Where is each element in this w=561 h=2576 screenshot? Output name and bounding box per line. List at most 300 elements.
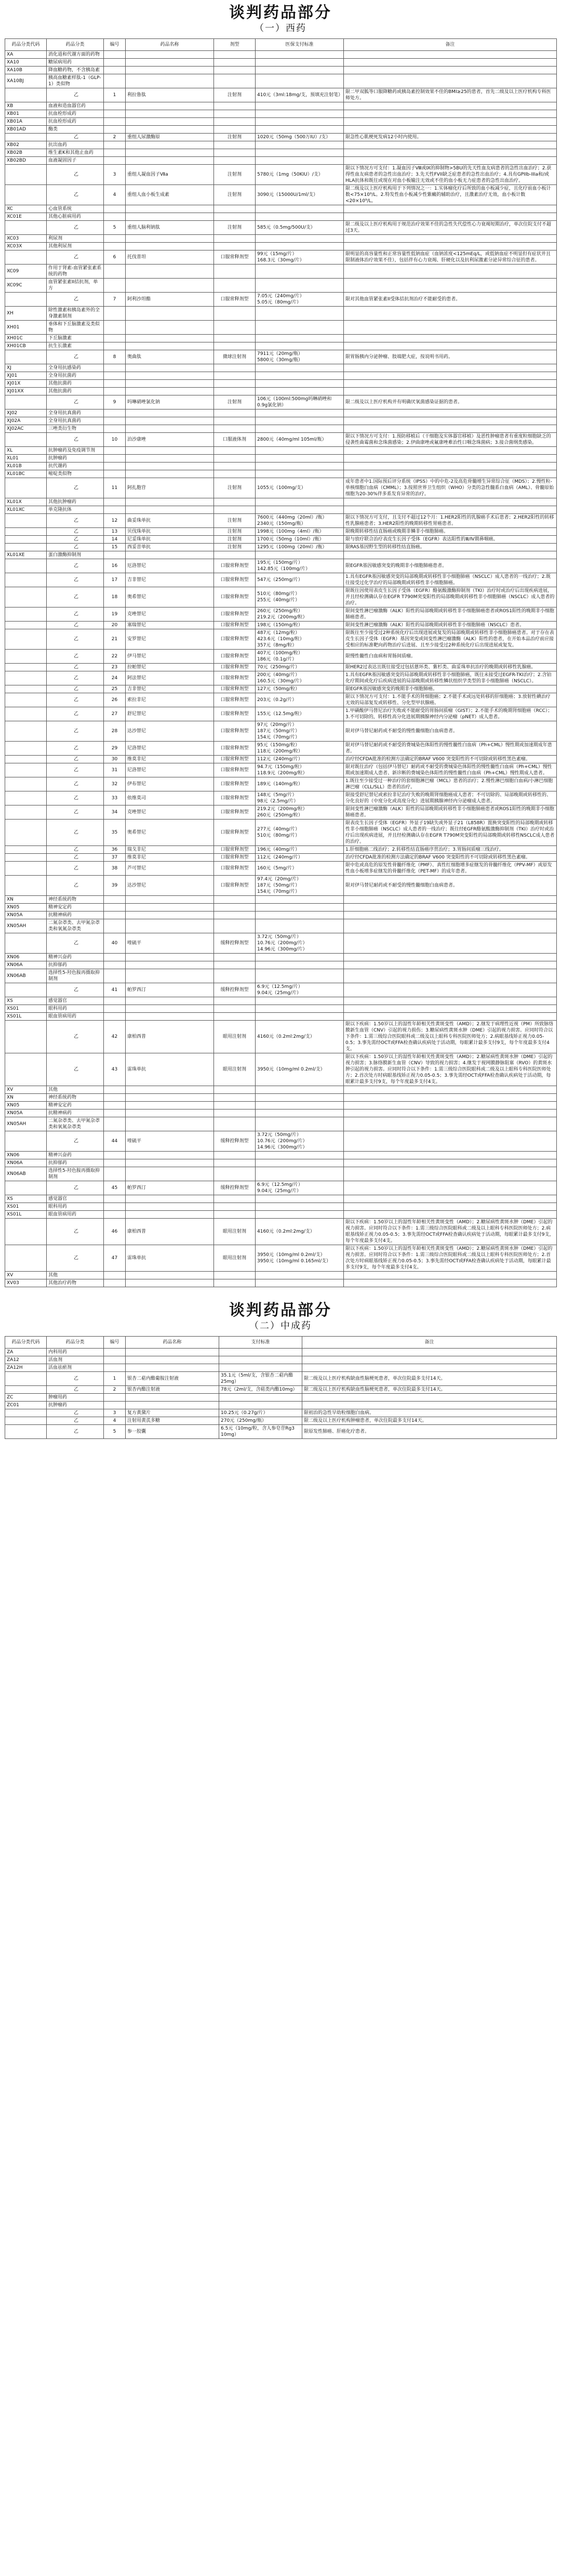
cell-code: ZA	[5, 1349, 47, 1356]
cell-cls: 维生素K和其他止血药	[47, 149, 104, 157]
cell-no: 21	[104, 629, 126, 650]
cell-name	[126, 372, 214, 380]
cell-price	[256, 342, 344, 350]
cell-note: 限既往至少接受过2种系统化疗后出现进展或复发的局部晚期或转移性非小细胞肺癌患者。对于存在表皮生长因子受体（EGFR）基因突变或间变性淋巴瘤激酶（ALK）阳性的患者，在开始本品治疗前应接受相应的标准靶向药物治疗后进展、且至少接受过2种系统化疗后出现进展或复发。	[344, 629, 557, 650]
cell-note: 1.具有EGFR基因敏感突变的局部晚期或转移性非小细胞肺癌，既往未接受过EGFR-TKI治疗；2.含铂化疗期间或化疗后疾病进展的局部晚期或转移性鳞状组织学类型的非小细胞肺癌（NSCLC）。	[344, 671, 557, 685]
drug-row	[5, 514, 557, 528]
drug-row	[5, 650, 557, 664]
cell-price	[256, 417, 344, 425]
cell-note	[344, 126, 557, 134]
category-row	[5, 1394, 557, 1402]
cell-code	[5, 756, 47, 763]
drug-row	[5, 846, 557, 854]
cell-form	[214, 1167, 256, 1181]
cell-cls: 抗抑郁药	[47, 961, 104, 969]
cell-cls: 全身用抗菌药	[47, 372, 104, 380]
drug-row	[5, 1245, 557, 1272]
cell-no	[104, 896, 126, 904]
cell-note	[344, 1203, 557, 1211]
cell-price: 196元（40mg/片）	[256, 846, 344, 854]
cell-name: 瑞戈非尼	[126, 846, 214, 854]
cell-code: XN05AH	[5, 1117, 47, 1131]
cell-no: 45	[104, 1181, 126, 1195]
cell-form	[214, 364, 256, 372]
cell-no	[104, 417, 126, 425]
header-price: 支付标准	[219, 1337, 302, 1349]
cell-price: 270元（250mg/瓶）	[219, 1417, 302, 1425]
cell-cls: 三唑类衍生物	[47, 425, 104, 433]
cell-code: XH	[5, 307, 47, 321]
cell-no	[104, 498, 126, 506]
cell-price: 1020元（50mg（500万IU）/支）	[256, 134, 344, 141]
cell-no	[104, 1109, 126, 1117]
cell-form: 口服常释剂型	[214, 756, 256, 763]
cell-name	[126, 388, 214, 395]
cell-no: 17	[104, 573, 126, 587]
cell-form	[214, 342, 256, 350]
cell-name	[126, 364, 214, 372]
cell-code	[5, 433, 47, 447]
cell-no: 13	[104, 528, 126, 536]
cell-code: XN06A	[5, 961, 47, 969]
cell-form	[214, 243, 256, 250]
cell-name	[126, 1086, 214, 1094]
drug-row	[5, 1409, 557, 1417]
cell-note: 限以下情况方可支付：1.预防移植后（干细胞及实体器官移植）及恶性肿瘤患者有重度粒细胞缺乏的侵袭性曲霉菌和念珠菌感染；2.伊曲康唑或氟康唑难治性口咽念珠菌病；3.接合菌纲类感染。	[344, 433, 557, 447]
cell-name: 康柏西普	[126, 1021, 214, 1053]
cell-name	[126, 455, 214, 463]
cell-code: XB01A	[5, 118, 47, 126]
cell-code: XJ02	[5, 409, 47, 417]
cell-note: 限间变性淋巴瘤激酶（ALK）阳性的局部晚期或转移性非小细胞肺癌患者或ROS1阳性的晚期非小细胞肺癌患者。	[344, 607, 557, 622]
cell-name	[126, 205, 214, 213]
cell-note	[344, 1086, 557, 1094]
cell-name	[126, 1356, 219, 1364]
cell-no	[104, 279, 126, 293]
cell-price	[256, 904, 344, 911]
cell-form	[214, 205, 256, 213]
part1-subtitle: （一）西药	[255, 23, 306, 34]
cell-name: 泊沙康唑	[126, 433, 214, 447]
cell-name: 阿利沙坦酯	[126, 293, 214, 307]
cell-no	[104, 1394, 126, 1402]
cell-form	[214, 409, 256, 417]
cell-form: 口服常释剂型	[214, 693, 256, 707]
cell-code: XL01B	[5, 463, 47, 470]
category-row	[5, 409, 557, 417]
cell-price	[256, 74, 344, 88]
cell-note: 限以下疾病：1.50岁以上的湿性年龄相关性黄斑变性（AMD）；2.糖尿病性黄斑水肿（DME）引起的视力损害。应同时符合以下条件：1.需三级综合医院眼科或二级及以上眼科专科医院医师处方；2.首次处方时病眼基线矫正视力0.05-0.5；3.事先需经OCT或FFA检查确认疾病处于活动期，每眼累计最多支付9支，每个年度最多支付4支。	[344, 1245, 557, 1272]
cell-no	[104, 997, 126, 1005]
cell-name	[126, 1211, 214, 1219]
cell-cls: 乙	[47, 846, 104, 854]
cell-price	[256, 551, 344, 559]
cell-name	[126, 1364, 219, 1372]
cell-code	[5, 1386, 47, 1394]
drug-row	[5, 433, 557, 447]
cell-code	[5, 293, 47, 307]
cell-code	[5, 777, 47, 791]
cell-name	[126, 1394, 219, 1402]
cell-code	[5, 573, 47, 587]
cell-name: 康柏西普	[126, 1219, 214, 1245]
cell-no: 34	[104, 805, 126, 820]
cell-cls: 抗生长激素	[47, 342, 104, 350]
cell-price: 70元（250mg/片）	[256, 664, 344, 671]
cell-cls: 乙	[47, 528, 104, 536]
cell-name	[126, 59, 214, 67]
cell-code	[5, 622, 47, 629]
cell-note	[344, 205, 557, 213]
cell-price: 10.25元（0.27g/片）	[219, 1409, 302, 1417]
cell-note	[344, 67, 557, 74]
cell-note	[344, 265, 557, 279]
cell-cls: 抗出血药	[47, 141, 104, 149]
cell-note: 1.甲磺酸伊马替尼治疗失败或不能耐受的胃肠间质瘤（GIST）；2.不能手术的晚期肾细胞癌（RCC）；3.不可切除的，转移性高分化进展期胰腺神经内分泌瘤（pNET）成人患者。	[344, 707, 557, 721]
cell-name	[126, 243, 214, 250]
cell-code: XV	[5, 1086, 47, 1094]
cell-note: 治疗经CFDA批准的检测方法确定的BRAF V600 突变阳性的不可切除或转移性黑色素瘤。	[344, 854, 557, 862]
cell-price	[256, 961, 344, 969]
category-row	[5, 1159, 557, 1167]
cell-price: 3950元（10mg/ml 0.2ml/支） 3950元（10mg/ml 0.165ml/支）	[256, 1245, 344, 1272]
cell-name: 托伐普坦	[126, 250, 214, 265]
drug-row	[5, 629, 557, 650]
cell-cls: 精神安定药	[47, 1102, 104, 1109]
cell-form	[214, 102, 256, 110]
category-row	[5, 1364, 557, 1372]
cell-note	[344, 983, 557, 997]
cell-note	[344, 1102, 557, 1109]
cell-no	[104, 335, 126, 342]
cell-name: 奥希替尼	[126, 587, 214, 607]
cell-note	[344, 364, 557, 372]
cell-note	[344, 141, 557, 149]
cell-price	[256, 1195, 344, 1203]
cell-form: 口服常释剂型	[214, 685, 256, 693]
cell-no: 6	[104, 250, 126, 265]
cell-cls: 乙	[47, 544, 104, 551]
cell-cls: 其他	[47, 1086, 104, 1094]
cell-note	[344, 243, 557, 250]
cell-code	[5, 707, 47, 721]
cell-note	[344, 969, 557, 983]
cell-form: 口服常释剂型	[214, 250, 256, 265]
cell-no	[104, 1167, 126, 1181]
drug-row	[5, 559, 557, 573]
category-row	[5, 455, 557, 463]
cell-code	[5, 1245, 47, 1272]
cell-form	[214, 51, 256, 59]
cell-no: 30	[104, 756, 126, 763]
cell-form: 口服常释剂型	[214, 820, 256, 846]
cell-code	[5, 685, 47, 693]
cell-note	[344, 470, 557, 478]
cell-code: XL01	[5, 455, 47, 463]
cell-cls: 乙	[47, 876, 104, 896]
cell-form	[214, 911, 256, 919]
cell-form	[214, 1109, 256, 1117]
cell-no	[104, 157, 126, 165]
cell-form: 口服常释剂型	[214, 707, 256, 721]
cell-cls: 利尿剂	[47, 235, 104, 243]
cell-code	[5, 514, 47, 528]
header-code: 药品分类代码	[5, 39, 47, 51]
cell-name	[126, 380, 214, 388]
cell-cls: 乙	[47, 1425, 104, 1439]
table-body	[5, 1349, 557, 1439]
cell-code: XC01E	[5, 213, 47, 221]
category-row	[5, 372, 557, 380]
table-header-row	[5, 39, 557, 51]
cell-form	[214, 1272, 256, 1279]
category-row	[5, 919, 557, 933]
cell-cls: 其他心脏病用药	[47, 213, 104, 221]
cell-cls: 乙	[47, 250, 104, 265]
cell-code: XN05	[5, 1102, 47, 1109]
cell-cls: 乙	[47, 933, 104, 954]
drug-row	[5, 165, 557, 185]
cell-form: 口服常释剂型	[214, 763, 256, 777]
cell-cls: 乙	[47, 293, 104, 307]
cell-note: 限慢性髓性白血病和胃肠间质瘤。	[344, 650, 557, 664]
cell-cls: 全身用抗真菌药	[47, 417, 104, 425]
drug-row	[5, 742, 557, 756]
cell-cls: 乙	[47, 1386, 104, 1394]
category-row	[5, 1272, 557, 1279]
drug-row	[5, 528, 557, 536]
cell-code: XB02	[5, 141, 47, 149]
cell-code: XH01CB	[5, 342, 47, 350]
cell-note: 限明显的高容量性和正常容量性低钠血症（血钠浓度<125mEq/L，或低钠血症不明显但有症状并且限制液体治疗效果不佳），包括伴有心力衰竭、肝硬化以及抗利尿激素分泌异常综合征的患者。	[344, 250, 557, 265]
cell-form	[214, 1159, 256, 1167]
cell-no	[104, 969, 126, 983]
cell-cls: 酶类	[47, 126, 104, 134]
cell-no	[104, 235, 126, 243]
cell-no: 1	[104, 88, 126, 102]
drug-row	[5, 983, 557, 997]
drug-row	[5, 1021, 557, 1053]
header-number: 编号	[104, 39, 126, 51]
category-row	[5, 265, 557, 279]
cell-note	[344, 409, 557, 417]
cell-form	[214, 213, 256, 221]
cell-code	[5, 395, 47, 409]
cell-note	[344, 551, 557, 559]
category-row	[5, 110, 557, 118]
cell-name	[126, 51, 214, 59]
cell-name: 吗啉硝唑氯化钠	[126, 395, 214, 409]
cell-note	[344, 1195, 557, 1203]
cell-form: 口服常释剂型	[214, 622, 256, 629]
cell-note: 限二级及以上医疗机构并有明确厌氧菌感染证据的患者。	[344, 395, 557, 409]
cell-form	[214, 1013, 256, 1021]
category-row	[5, 1152, 557, 1159]
drug-row	[5, 777, 557, 791]
cell-price	[256, 425, 344, 433]
cell-name: 奥希替尼	[126, 820, 214, 846]
drug-row	[5, 707, 557, 721]
cell-form	[214, 321, 256, 335]
cell-form: 缓释控释剂型	[214, 933, 256, 954]
cell-cls: 血液和造血器官药	[47, 102, 104, 110]
cell-form: 注射剂	[214, 478, 256, 498]
cell-code: XL	[5, 447, 47, 455]
cell-form	[214, 1094, 256, 1102]
cell-note	[344, 1211, 557, 1219]
cell-note: 限对伊马替尼耐药或不耐受的慢性髓细胞白血病患者。	[344, 721, 557, 742]
part1-title: 谈判药品部分	[229, 4, 332, 22]
cell-code: XB01	[5, 110, 47, 118]
cell-price	[256, 1159, 344, 1167]
header-note: 备注	[344, 39, 557, 51]
cell-note	[344, 102, 557, 110]
cell-name	[126, 1195, 214, 1203]
cell-code: ZC	[5, 1394, 47, 1402]
category-row	[5, 506, 557, 514]
cell-cls: 乙	[47, 1131, 104, 1152]
cell-name	[126, 307, 214, 321]
cell-no: 14	[104, 536, 126, 544]
cell-name: 重组人脑利钠肽	[126, 221, 214, 235]
cell-form	[214, 425, 256, 433]
cell-note	[344, 1013, 557, 1021]
cell-note: 限间变性淋巴瘤激酶（ALK）阳性的局部晚期或转移性非小细胞肺癌（NSCLC）患者。	[344, 622, 557, 629]
cell-no: 19	[104, 607, 126, 622]
cell-price	[256, 149, 344, 157]
cell-no: 8	[104, 350, 126, 364]
cell-no	[104, 265, 126, 279]
cell-cls: 乙	[47, 777, 104, 791]
cell-cls: 乙	[47, 587, 104, 607]
cell-cls: 乙	[47, 721, 104, 742]
drug-row	[5, 1372, 557, 1386]
cell-code	[5, 1131, 47, 1152]
cell-form: 眼用注射剂	[214, 1219, 256, 1245]
cell-price: 7.05元（240mg/片） 5.05元（80mg/片）	[256, 293, 344, 307]
cell-no	[104, 342, 126, 350]
drug-row	[5, 820, 557, 846]
cell-name: 吉非替尼	[126, 685, 214, 693]
cell-cls: 乙	[47, 514, 104, 528]
cell-price: 99元（15mg/片） 168.3元（30mg/片）	[256, 250, 344, 265]
drug-row	[5, 1219, 557, 1245]
cell-note: 限对伊马替尼耐药或不耐受的慢性髓细胞白血病患者。	[344, 876, 557, 896]
cell-no: 5	[104, 221, 126, 235]
cell-no: 5	[104, 1425, 126, 1439]
cell-price	[256, 118, 344, 126]
cell-price	[256, 455, 344, 463]
cell-cls: 二氮杂䓬类、去甲氮杂䓬类和氧氮杂䓬类	[47, 1117, 104, 1131]
part2-title: 谈判药品部分	[229, 1301, 332, 1319]
cell-cls: 乙	[47, 671, 104, 685]
cell-price	[256, 1152, 344, 1159]
cell-form	[214, 265, 256, 279]
cell-price	[256, 447, 344, 455]
cell-no: 23	[104, 664, 126, 671]
cell-no	[104, 1086, 126, 1094]
cell-code	[5, 221, 47, 235]
cell-code: XN05A	[5, 1109, 47, 1117]
cell-name: 达沙替尼	[126, 721, 214, 742]
cell-no	[104, 126, 126, 134]
cell-price	[256, 205, 344, 213]
cell-price: 198元（150mg/粒）	[256, 622, 344, 629]
drug-row	[5, 587, 557, 607]
cell-name	[126, 447, 214, 455]
cell-code: XJ	[5, 364, 47, 372]
cell-form	[214, 59, 256, 67]
cell-code	[5, 1219, 47, 1245]
cell-code	[5, 983, 47, 997]
cell-name: 芦可替尼	[126, 862, 214, 876]
category-row	[5, 1195, 557, 1203]
cell-price	[256, 1094, 344, 1102]
cell-note: 限胃肠胰内分泌肿瘤、肢端肥大症，按说明书用药。	[344, 350, 557, 364]
cell-no	[104, 364, 126, 372]
cell-price: 1700元（50mg（10ml）/瓶）	[256, 536, 344, 544]
cell-note	[344, 1159, 557, 1167]
cell-price	[256, 1211, 344, 1219]
cell-cls: 乙	[47, 805, 104, 820]
cell-note: 限对其他血管紧张素II受体拮抗剂治疗不能耐受的患者。	[344, 293, 557, 307]
cell-price	[256, 1013, 344, 1021]
cell-no: 42	[104, 1021, 126, 1053]
cell-name	[126, 1005, 214, 1013]
cell-code	[5, 721, 47, 742]
cell-code	[5, 250, 47, 265]
cell-price	[256, 969, 344, 983]
cell-price	[256, 1109, 344, 1117]
cell-code: XS01L	[5, 1013, 47, 1021]
cell-price	[256, 141, 344, 149]
cell-price	[219, 1394, 302, 1402]
cell-form: 注射剂	[214, 544, 256, 551]
part2-section	[0, 1298, 561, 1439]
cell-note: 1.肝细胞癌二线治疗；2.转移性结直肠癌序贯治疗；3.胃肠间质瘤三线治疗。	[344, 846, 557, 854]
cell-no	[104, 243, 126, 250]
cell-code	[5, 1417, 47, 1425]
cell-name	[126, 118, 214, 126]
cell-note	[344, 51, 557, 59]
cell-no	[104, 1272, 126, 1279]
cell-cls: 选择性5-羟色胺再摄取抑制剂	[47, 1167, 104, 1181]
cell-no	[104, 1159, 126, 1167]
category-row	[5, 954, 557, 961]
cell-name	[126, 961, 214, 969]
cell-name: 尼洛替尼	[126, 763, 214, 777]
cell-price	[256, 265, 344, 279]
cell-code: XJ02AC	[5, 425, 47, 433]
cell-form	[214, 506, 256, 514]
cell-note	[344, 447, 557, 455]
cell-name: 曲妥珠单抗	[126, 514, 214, 528]
cell-cls: 精神兴奋药	[47, 954, 104, 961]
cell-note	[344, 425, 557, 433]
cell-note: 限以下情况方可支付：1.不能手术的肾细胞癌；2.不能手术或远处转移的肝细胞癌；3.放射性碘治疗无效的局部复发或转移性、分化型甲状腺癌。	[344, 693, 557, 707]
cell-cls: 乙	[47, 742, 104, 756]
cell-price: 200元（40mg/片） 160.5元（30mg/片）	[256, 671, 344, 685]
cell-name: 注射用黄芪多糖	[126, 1417, 219, 1425]
header-dosage-form: 剂型	[214, 39, 256, 51]
cell-cls: 嘧啶类似物	[47, 470, 104, 478]
cell-no	[104, 380, 126, 388]
cell-code: XN06A	[5, 1159, 47, 1167]
cell-code	[5, 854, 47, 862]
cell-form: 口服常释剂型	[214, 629, 256, 650]
cell-price: 4160元（0.2ml:2mg/支）	[256, 1021, 344, 1053]
cell-code	[5, 559, 47, 573]
